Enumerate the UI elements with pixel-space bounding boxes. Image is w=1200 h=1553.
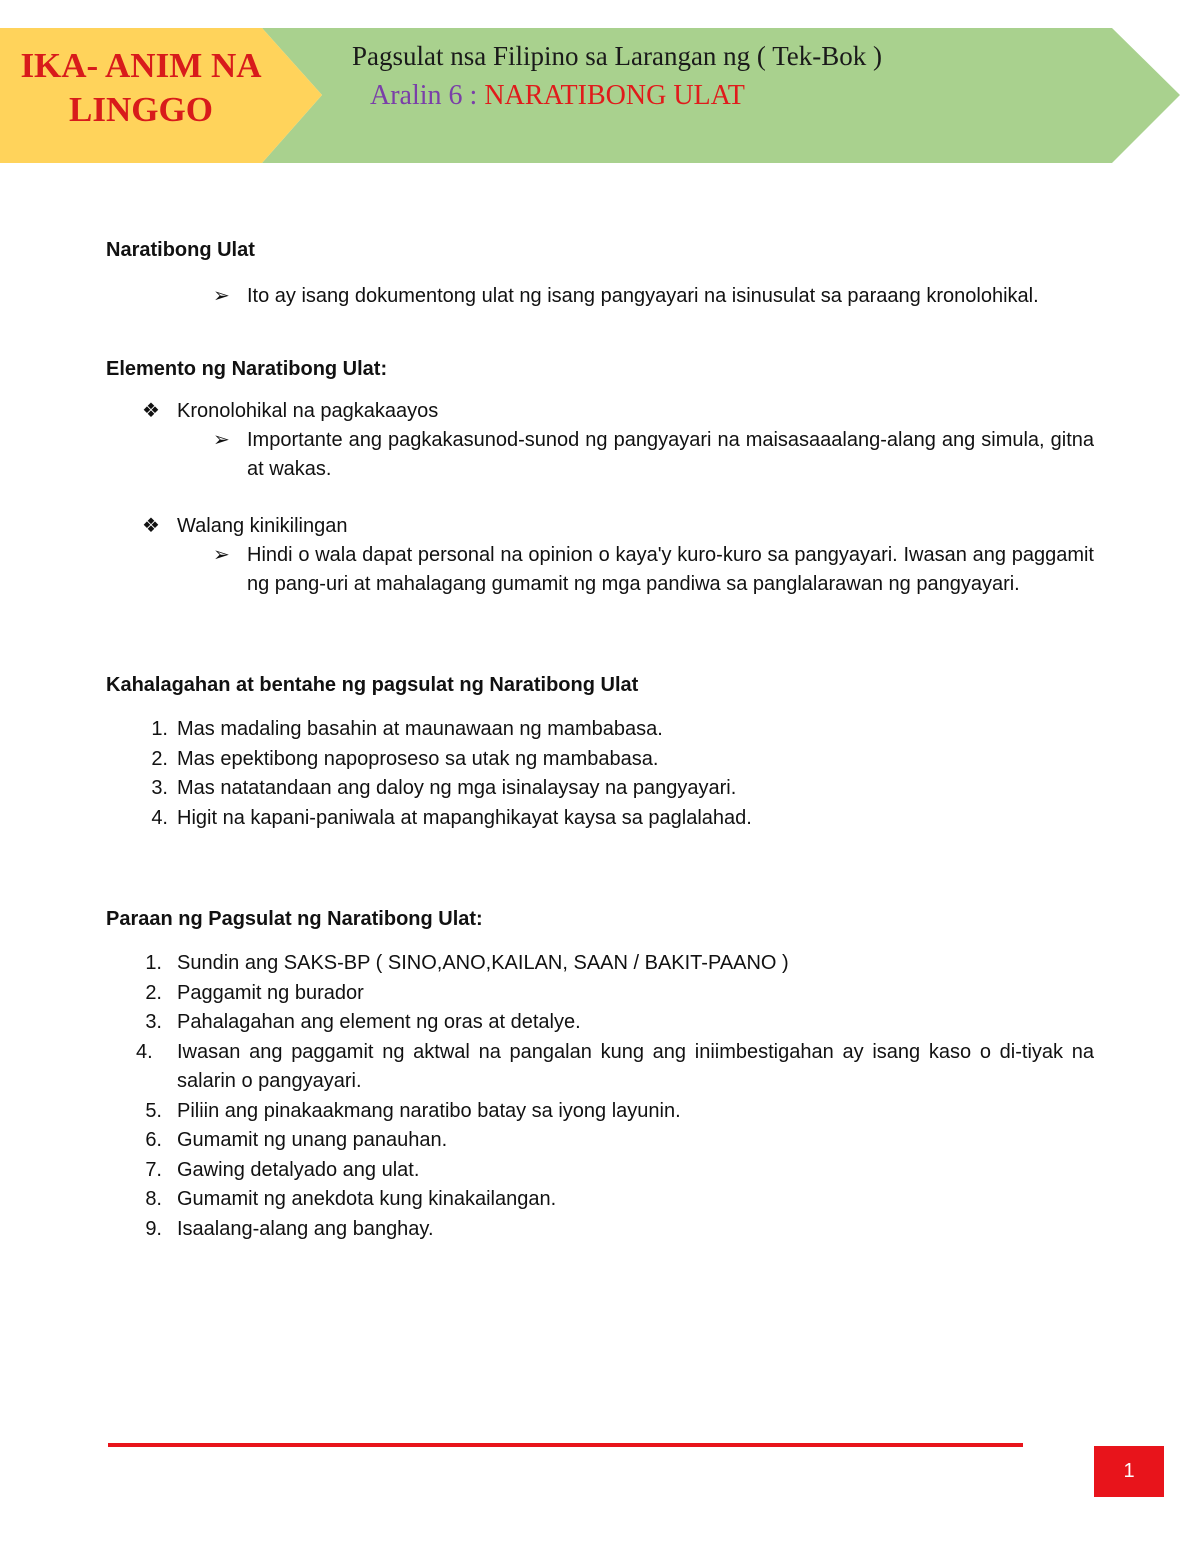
list-item: 2. Paggamit ng burador [145, 981, 364, 1004]
diamond-bullet-icon: ❖ [142, 515, 160, 537]
list-item: 7. Gawing detalyado ang ulat. [145, 1158, 420, 1181]
page-number: 1 [1094, 1446, 1164, 1497]
definition-text: ➢ Ito ay isang dokumentong ulat ng isang pangyayari na isinusulat sa paraang kronolohikal. [106, 282, 1094, 311]
element-item-title: ❖ Kronolohikal na pagkakaayos [106, 397, 1094, 426]
header-banner [0, 0, 1200, 175]
list-item: 6. Gumamit ng unang panauhan. [145, 1129, 448, 1151]
element-item-detail: ➢ Importante ang pagkakasunod-sunod ng pangyayari na maisasaaalang-alang ang simula, gitna at wakas. [106, 426, 1094, 484]
element-item-title: ❖ Walang kinikilingan [106, 512, 1094, 541]
list-item: 5. Piliin ang pinakaakmang naratibo batay sa iyong layunin. [145, 1099, 681, 1122]
footer-divider [108, 1443, 1023, 1447]
document-body [106, 236, 1094, 1244]
list-item: 1. Mas madaling basahin at maunawaan ng mambabasa. [151, 718, 663, 740]
lesson-name: NARATIBONG ULAT [484, 80, 745, 111]
list-item: 4. Iwasan ang paggamit ng aktwal na pangalan kung ang iniimbestigahan ay isang kaso o di-tiyak na salarin o pangyayari. [136, 1040, 1094, 1092]
method-list [106, 949, 1094, 1244]
definition-heading: Naratibong Ulat [106, 239, 255, 261]
list-item: 3. Mas natatandaan ang daloy ng mga isinalaysay na pangyayari. [151, 777, 737, 799]
importance-heading: Kahalagahan at bentahe ng pagsulat ng Naratibong Ulat [106, 674, 639, 696]
list-item: 2. Mas epektibong napoproseso sa utak ng mambabasa. [151, 747, 659, 770]
elements-heading: Elemento ng Naratibong Ulat: [106, 358, 388, 380]
list-item: 4. Higit na kapani-paniwala at mapanghikayat kaysa sa paglalahad. [151, 806, 752, 829]
arrow-bullet-icon: ➢ [213, 285, 230, 307]
lesson-title [370, 78, 745, 114]
list-item: 8. Gumamit ng anekdota kung kinakailangan. [145, 1188, 557, 1210]
subject-title: Pagsulat nsa Filipino sa Larangan ng ( Tek-Bok ) [352, 41, 883, 71]
diamond-bullet-icon: ❖ [142, 400, 160, 422]
arrow-bullet-icon: ➢ [213, 429, 230, 451]
list-item: 1. Sundin ang SAKS-BP ( SINO,ANO,KAILAN, SAAN / BAKIT-PAANO ) [145, 952, 789, 974]
element-item-detail: ➢ Hindi o wala dapat personal na opinion o kaya'y kuro-kuro sa pangyayari. Iwasan ang paggamit ng pang-uri at mahalagang gumamit ng mga pandiwa sa panglalarawan ng pangyayari. [106, 541, 1094, 599]
method-heading: Paraan ng Pagsulat ng Naratibong Ulat: [106, 908, 483, 930]
list-item: 3. Pahalagahan ang element ng oras at detalye. [145, 1011, 581, 1033]
list-item: 9. Isaalang-alang ang banghay. [145, 1217, 434, 1240]
lesson-prefix: Aralin 6 : [370, 80, 478, 111]
arrow-bullet-icon: ➢ [213, 544, 230, 566]
importance-list [106, 715, 1094, 833]
week-label: IKA- ANIM NA LINGGO [20, 46, 262, 129]
